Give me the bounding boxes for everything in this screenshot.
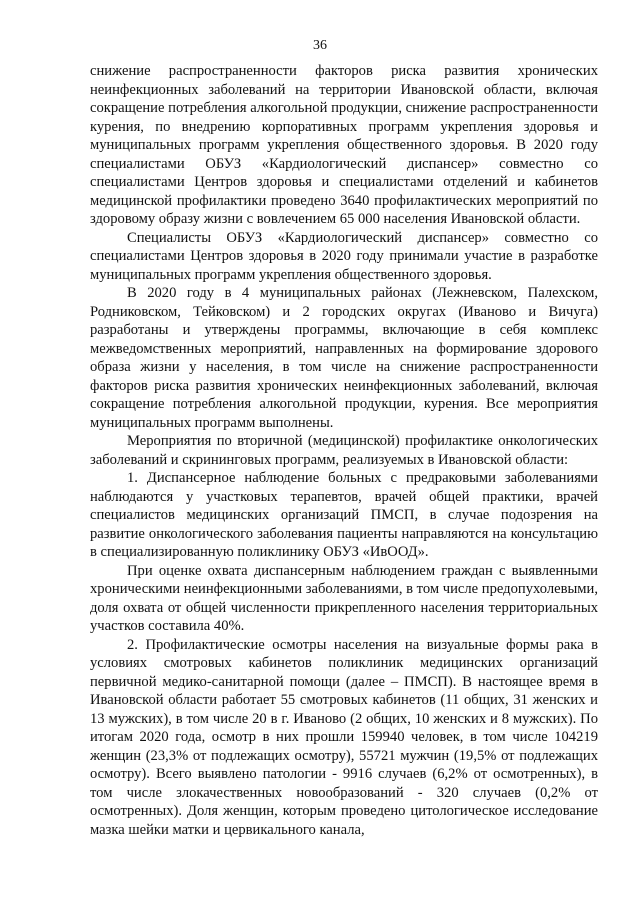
page-number: 36 (313, 38, 327, 53)
paragraph-secondary-prevention-heading: Мероприятия по вторичной (медицинской) профилактике онкологических заболеваний и скрининговых программ, реализуемых в Ивановской области: (90, 433, 598, 468)
paragraph-item-2-exams: 2. Профилактические осмотры населения на визуальные формы рака в условиях смотровых кабинетов поликлиник медицинских организаций первичной медико-санитарной помощи (далее – ПМСП). В настоящее время в Ивановской области работает 55 смотровых кабинетов (11 общих, 31 женских и 13 мужских), в том числе 20 в г. Иваново (2 общих, 10 женских и 8 мужских). По итогам 2020 года, осмотр в них прошли 159940 человек, в том числе 104219 женщин (23,3% от подлежащих осмотру), 55721 мужчин (19,5% от подлежащих осмотру). Всего выявлено патологии - 9916 случаев (6,2% от осмотренных), в том числе злокачественных новообразований - 320 случаев (0,2% от осмотренных). Доля женщин, которым проведено цитологическое исследование мазка шейки матки и цервикального канала, (90, 636, 598, 838)
paragraph-continuation: снижение распространенности факторов риска развития хронических неинфекционных заболеваний на территории Ивановской области, включая сокращение потребления алкогольной продукции, снижение распространенности курения, по внедрению корпоративных программ укрепления здоровья и муниципальных программ укрепления общественного здоровья. В 2020 году специалистами ОБУЗ «Кардиологический диспансер» совместно со специалистами Центров здоровья и специалистами отделений и кабинетов медицинской профилактики проведено 3640 профилактических мероприятий по здоровому образу жизни с вовлечением 65 000 населения Ивановской области. (90, 63, 598, 227)
paragraph-municipal-programs: В 2020 году в 4 муниципальных районах (Лежневском, Палехском, Родниковском, Тейковском) и 2 городских округах (Иваново и Вичуга) разработаны и утверждены программы, включающие в себя комплекс межведомственных мероприятий, направленных на формирование здорового образа жизни у населения, в том числе на снижение распространенности факторов риска развития хронических неинфекционных заболеваний, включая сокращение потребления алкогольной продукции, курения. Все мероприятия муниципальных программ выполнены. (90, 285, 598, 431)
paragraph-item-1-dispensary: 1. Диспансерное наблюдение больных с предраковыми заболеваниями наблюдаются у участковых терапевтов, врачей общей практики, врачей специалистов медицинских организаций ПМСП, в случае подозрения на развитие онкологического заболевания пациенты направляются на консультацию в специализированную поликлинику ОБУЗ «ИвООД». (90, 470, 598, 560)
paragraph-cardio-specialists: Специалисты ОБУЗ «Кардиологический диспансер» совместно со специалистами Центров здоровья в 2020 году принимали участие в разработке муниципальных программ укрепления общественного здоровья. (90, 229, 598, 283)
paragraph-coverage: При оценке охвата диспансерным наблюдением граждан с выявленными хроническими неинфекционными заболеваниями, в том числе предопухолевыми, доля охвата от общей численности прикрепленного населения территориальных участков составила 40%. (90, 562, 598, 634)
document-body (90, 62, 598, 839)
